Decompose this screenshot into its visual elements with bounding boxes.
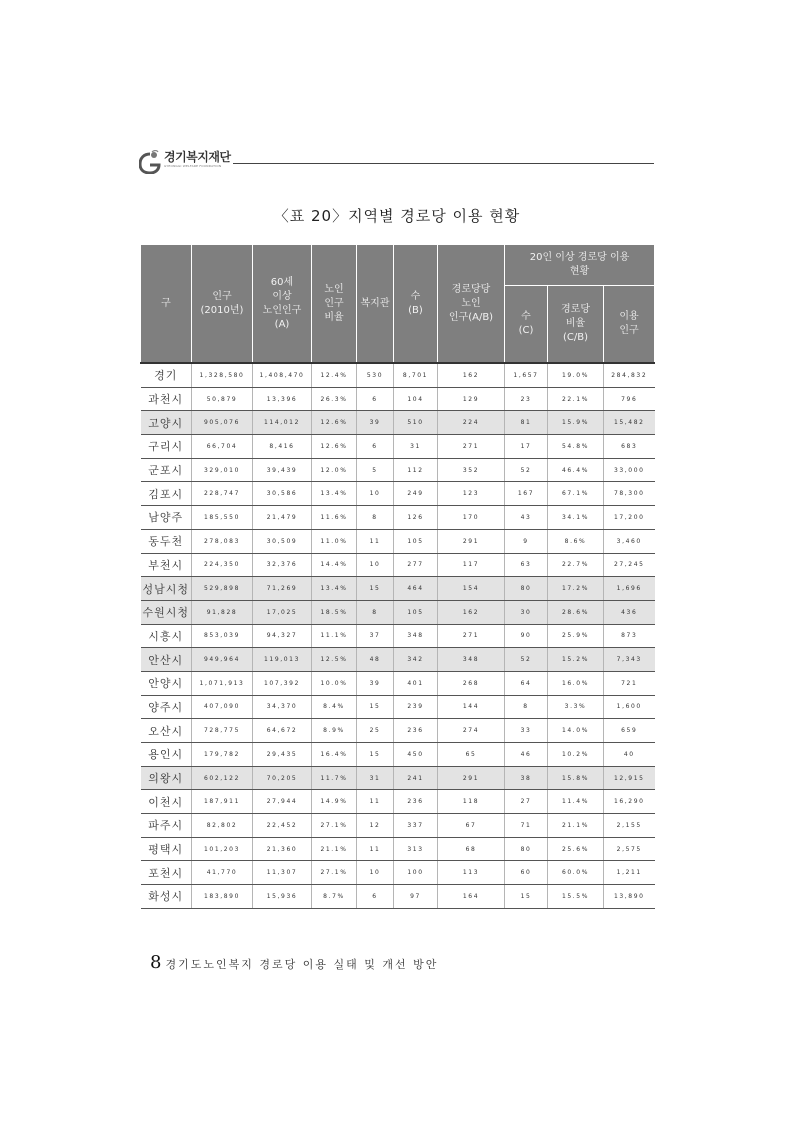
cell-c: 27 — [505, 790, 548, 814]
cell-ratio: 16.4% — [312, 743, 357, 767]
cell-users: 2,155 — [604, 814, 655, 838]
cell-ratio: 14.4% — [312, 553, 357, 577]
cell-population: 91,828 — [192, 600, 253, 624]
cell-cb: 21.1% — [548, 814, 604, 838]
cell-count: 239 — [394, 695, 438, 719]
cell-count: 348 — [394, 624, 438, 648]
cell-ratio: 13.4% — [312, 482, 357, 506]
table-row — [141, 648, 655, 672]
cell-count: 313 — [394, 837, 438, 861]
cell-count: 249 — [394, 482, 438, 506]
foundation-logo — [139, 150, 239, 176]
cell-c: 46 — [505, 743, 548, 767]
table-row — [141, 837, 655, 861]
cell-count: 464 — [394, 577, 438, 601]
cell-population: 50,879 — [192, 387, 253, 411]
cell-c: 90 — [505, 624, 548, 648]
cell-centers: 31 — [357, 766, 394, 790]
cell-centers: 11 — [357, 837, 394, 861]
cell-users: 13,890 — [604, 885, 655, 909]
statistics-table — [140, 244, 655, 909]
cell-region: 동두천 — [141, 529, 192, 553]
cell-cb: 46.4% — [548, 458, 604, 482]
cell-region: 군포시 — [141, 458, 192, 482]
cell-centers: 48 — [357, 648, 394, 672]
cell-cb: 54.8% — [548, 435, 604, 459]
cell-users: 7,343 — [604, 648, 655, 672]
cell-ratio: 8.9% — [312, 719, 357, 743]
cell-ratio: 12.6% — [312, 411, 357, 435]
cell-elderly: 107,392 — [253, 671, 312, 695]
cell-c: 23 — [505, 387, 548, 411]
cell-ratio: 8.4% — [312, 695, 357, 719]
cell-per-center: 170 — [438, 506, 505, 530]
cell-population: 278,083 — [192, 529, 253, 553]
table-row — [141, 695, 655, 719]
cell-cb: 19.0% — [548, 363, 604, 387]
cell-ratio: 27.1% — [312, 861, 357, 885]
cell-elderly: 32,376 — [253, 553, 312, 577]
cell-per-center: 268 — [438, 671, 505, 695]
cell-per-center: 117 — [438, 553, 505, 577]
cell-population: 179,782 — [192, 743, 253, 767]
cell-centers: 10 — [357, 482, 394, 506]
cell-cb: 60.0% — [548, 861, 604, 885]
table-row — [141, 719, 655, 743]
cell-population: 228,747 — [192, 482, 253, 506]
cell-region: 구리시 — [141, 435, 192, 459]
table-row — [141, 861, 655, 885]
table-row — [141, 553, 655, 577]
cell-users: 12,915 — [604, 766, 655, 790]
cell-cb: 3.3% — [548, 695, 604, 719]
cell-centers: 10 — [357, 861, 394, 885]
cell-centers: 530 — [357, 363, 394, 387]
table-row — [141, 743, 655, 767]
cell-users: 78,300 — [604, 482, 655, 506]
cell-users: 683 — [604, 435, 655, 459]
cell-users: 284,832 — [604, 363, 655, 387]
cell-region: 오산시 — [141, 719, 192, 743]
cell-centers: 15 — [357, 577, 394, 601]
cell-population: 224,350 — [192, 553, 253, 577]
cell-per-center: 271 — [438, 435, 505, 459]
cell-centers: 15 — [357, 695, 394, 719]
cell-cb: 25.6% — [548, 837, 604, 861]
table-row — [141, 814, 655, 838]
table-row — [141, 411, 655, 435]
cell-region: 용인시 — [141, 743, 192, 767]
cell-count: 104 — [394, 387, 438, 411]
cell-elderly: 30,586 — [253, 482, 312, 506]
cell-centers: 6 — [357, 885, 394, 909]
cell-per-center: 144 — [438, 695, 505, 719]
cell-cb: 28.6% — [548, 600, 604, 624]
cell-per-center: 68 — [438, 837, 505, 861]
cell-count: 236 — [394, 719, 438, 743]
cell-population: 101,203 — [192, 837, 253, 861]
cell-per-center: 113 — [438, 861, 505, 885]
cell-population: 853,039 — [192, 624, 253, 648]
cell-elderly: 21,479 — [253, 506, 312, 530]
cell-users: 33,000 — [604, 458, 655, 482]
cell-users: 1,211 — [604, 861, 655, 885]
cell-per-center: 291 — [438, 766, 505, 790]
cell-c: 81 — [505, 411, 548, 435]
table-row — [141, 387, 655, 411]
cell-population: 407,090 — [192, 695, 253, 719]
cell-elderly: 64,672 — [253, 719, 312, 743]
cell-per-center: 123 — [438, 482, 505, 506]
cell-count: 100 — [394, 861, 438, 885]
cell-population: 41,770 — [192, 861, 253, 885]
cell-c: 1,657 — [505, 363, 548, 387]
cell-users: 436 — [604, 600, 655, 624]
cell-users: 17,200 — [604, 506, 655, 530]
cell-c: 167 — [505, 482, 548, 506]
cell-population: 329,010 — [192, 458, 253, 482]
cell-per-center: 164 — [438, 885, 505, 909]
cell-cb: 17.2% — [548, 577, 604, 601]
cell-region: 시흥시 — [141, 624, 192, 648]
cell-count: 510 — [394, 411, 438, 435]
cell-ratio: 11.1% — [312, 624, 357, 648]
foundation-logo-icon — [139, 150, 161, 174]
cell-region: 의왕시 — [141, 766, 192, 790]
cell-c: 33 — [505, 719, 548, 743]
table-row — [141, 506, 655, 530]
cell-region: 경기 — [141, 363, 192, 387]
cell-count: 105 — [394, 529, 438, 553]
cell-elderly: 30,509 — [253, 529, 312, 553]
cell-per-center: 67 — [438, 814, 505, 838]
cell-per-center: 274 — [438, 719, 505, 743]
cell-ratio: 10.0% — [312, 671, 357, 695]
cell-ratio: 12.6% — [312, 435, 357, 459]
cell-region: 부천시 — [141, 553, 192, 577]
cell-count: 126 — [394, 506, 438, 530]
cell-users: 1,696 — [604, 577, 655, 601]
cell-population: 602,122 — [192, 766, 253, 790]
table-row — [141, 624, 655, 648]
header-population: 인구 (2010년) — [192, 245, 253, 364]
cell-c: 52 — [505, 458, 548, 482]
cell-elderly: 1,408,470 — [253, 363, 312, 387]
table-row — [141, 482, 655, 506]
cell-cb: 67.1% — [548, 482, 604, 506]
cell-centers: 5 — [357, 458, 394, 482]
cell-population: 185,550 — [192, 506, 253, 530]
cell-cb: 11.4% — [548, 790, 604, 814]
cell-centers: 8 — [357, 600, 394, 624]
cell-region: 과천시 — [141, 387, 192, 411]
cell-centers: 11 — [357, 790, 394, 814]
cell-c: 80 — [505, 837, 548, 861]
cell-cb: 22.7% — [548, 553, 604, 577]
cell-elderly: 119,013 — [253, 648, 312, 672]
cell-users: 27,245 — [604, 553, 655, 577]
cell-region: 수원시청 — [141, 600, 192, 624]
cell-cb: 25.9% — [548, 624, 604, 648]
header-rule — [233, 163, 654, 164]
table-row — [141, 790, 655, 814]
cell-elderly: 13,396 — [253, 387, 312, 411]
cell-population: 187,911 — [192, 790, 253, 814]
cell-region: 안산시 — [141, 648, 192, 672]
cell-region: 파주시 — [141, 814, 192, 838]
cell-cb: 15.5% — [548, 885, 604, 909]
cell-c: 43 — [505, 506, 548, 530]
cell-per-center: 348 — [438, 648, 505, 672]
cell-c: 38 — [505, 766, 548, 790]
cell-ratio: 12.0% — [312, 458, 357, 482]
cell-c: 64 — [505, 671, 548, 695]
cell-count: 241 — [394, 766, 438, 790]
table-row — [141, 529, 655, 553]
cell-region: 양주시 — [141, 695, 192, 719]
cell-centers: 25 — [357, 719, 394, 743]
cell-cb: 15.2% — [548, 648, 604, 672]
cell-c: 80 — [505, 577, 548, 601]
cell-per-center: 118 — [438, 790, 505, 814]
cell-elderly: 15,936 — [253, 885, 312, 909]
cell-centers: 6 — [357, 387, 394, 411]
table-caption: 〈표 20〉지역별 경로당 이용 현황 — [273, 207, 521, 225]
cell-population: 1,328,580 — [192, 363, 253, 387]
header-centers: 복지관 — [357, 245, 394, 364]
cell-ratio: 11.0% — [312, 529, 357, 553]
cell-population: 66,704 — [192, 435, 253, 459]
page-footer — [150, 952, 550, 973]
cell-elderly: 29,435 — [253, 743, 312, 767]
cell-users: 659 — [604, 719, 655, 743]
cell-per-center: 162 — [438, 363, 505, 387]
cell-elderly: 34,370 — [253, 695, 312, 719]
cell-ratio: 27.1% — [312, 814, 357, 838]
table-row — [141, 671, 655, 695]
header-sub-pop: 이용 인구 — [604, 286, 655, 364]
cell-cb: 14.0% — [548, 719, 604, 743]
cell-population: 183,890 — [192, 885, 253, 909]
cell-region: 포천시 — [141, 861, 192, 885]
cell-users: 16,290 — [604, 790, 655, 814]
cell-users: 40 — [604, 743, 655, 767]
cell-cb: 10.2% — [548, 743, 604, 767]
cell-region: 평택시 — [141, 837, 192, 861]
cell-count: 277 — [394, 553, 438, 577]
cell-region: 화성시 — [141, 885, 192, 909]
cell-c: 9 — [505, 529, 548, 553]
cell-population: 1,071,913 — [192, 671, 253, 695]
cell-elderly: 71,269 — [253, 577, 312, 601]
cell-region: 안양시 — [141, 671, 192, 695]
cell-c: 71 — [505, 814, 548, 838]
table-row — [141, 885, 655, 909]
cell-centers: 15 — [357, 743, 394, 767]
cell-population: 529,898 — [192, 577, 253, 601]
cell-ratio: 12.4% — [312, 363, 357, 387]
cell-centers: 12 — [357, 814, 394, 838]
table-row — [141, 458, 655, 482]
cell-per-center: 224 — [438, 411, 505, 435]
cell-population: 82,802 — [192, 814, 253, 838]
cell-ratio: 13.4% — [312, 577, 357, 601]
cell-count: 112 — [394, 458, 438, 482]
cell-count: 450 — [394, 743, 438, 767]
cell-ratio: 8.7% — [312, 885, 357, 909]
cell-count: 337 — [394, 814, 438, 838]
cell-centers: 37 — [357, 624, 394, 648]
cell-population: 728,775 — [192, 719, 253, 743]
cell-ratio: 11.7% — [312, 766, 357, 790]
cell-region: 이천시 — [141, 790, 192, 814]
cell-cb: 34.1% — [548, 506, 604, 530]
cell-users: 1,600 — [604, 695, 655, 719]
cell-region: 남양주 — [141, 506, 192, 530]
cell-cb: 15.8% — [548, 766, 604, 790]
header-elderly: 60세 이상 노인인구 (A) — [253, 245, 312, 364]
cell-count: 8,701 — [394, 363, 438, 387]
cell-centers: 10 — [357, 553, 394, 577]
cell-c: 30 — [505, 600, 548, 624]
cell-users: 15,482 — [604, 411, 655, 435]
cell-count: 401 — [394, 671, 438, 695]
cell-ratio: 26.3% — [312, 387, 357, 411]
cell-users: 873 — [604, 624, 655, 648]
cell-centers: 8 — [357, 506, 394, 530]
header-per-center: 경로당당 노인 인구(A/B) — [438, 245, 505, 364]
cell-c: 8 — [505, 695, 548, 719]
table-row — [141, 363, 655, 387]
table-row — [141, 600, 655, 624]
report-title: 경기도노인복지 경로당 이용 실태 및 개선 방안 — [165, 958, 439, 971]
cell-elderly: 17,025 — [253, 600, 312, 624]
header-sub-ratio: 경로당 비율 (C/B) — [548, 286, 604, 364]
cell-elderly: 27,944 — [253, 790, 312, 814]
header-ratio: 노인 인구 비율 — [312, 245, 357, 364]
page-number: 8 — [150, 952, 162, 973]
cell-elderly: 22,452 — [253, 814, 312, 838]
cell-c: 52 — [505, 648, 548, 672]
cell-users: 3,460 — [604, 529, 655, 553]
cell-elderly: 94,327 — [253, 624, 312, 648]
cell-per-center: 162 — [438, 600, 505, 624]
logo-name: 경기복지재단 — [164, 150, 231, 164]
cell-region: 고양시 — [141, 411, 192, 435]
cell-ratio: 11.6% — [312, 506, 357, 530]
cell-ratio: 14.9% — [312, 790, 357, 814]
cell-cb: 16.0% — [548, 671, 604, 695]
cell-count: 342 — [394, 648, 438, 672]
cell-per-center: 352 — [438, 458, 505, 482]
cell-elderly: 21,360 — [253, 837, 312, 861]
cell-centers: 11 — [357, 529, 394, 553]
cell-elderly: 39,439 — [253, 458, 312, 482]
cell-ratio: 18.5% — [312, 600, 357, 624]
table-body — [141, 363, 655, 908]
cell-per-center: 271 — [438, 624, 505, 648]
cell-users: 2,575 — [604, 837, 655, 861]
cell-cb: 15.9% — [548, 411, 604, 435]
cell-per-center: 291 — [438, 529, 505, 553]
table-row — [141, 435, 655, 459]
cell-elderly: 70,205 — [253, 766, 312, 790]
cell-count: 31 — [394, 435, 438, 459]
cell-centers: 39 — [357, 671, 394, 695]
header-group: 20인 이상 경로당 이용 현황 — [505, 245, 655, 286]
cell-per-center: 65 — [438, 743, 505, 767]
cell-ratio: 21.1% — [312, 837, 357, 861]
cell-elderly: 11,307 — [253, 861, 312, 885]
cell-ratio: 12.5% — [312, 648, 357, 672]
cell-users: 721 — [604, 671, 655, 695]
cell-region: 성남시청 — [141, 577, 192, 601]
cell-c: 60 — [505, 861, 548, 885]
cell-elderly: 8,416 — [253, 435, 312, 459]
cell-per-center: 129 — [438, 387, 505, 411]
header-region: 구 — [141, 245, 192, 364]
header-sub-count: 수 (C) — [505, 286, 548, 364]
cell-region: 김포시 — [141, 482, 192, 506]
cell-count: 105 — [394, 600, 438, 624]
cell-population: 949,964 — [192, 648, 253, 672]
cell-centers: 39 — [357, 411, 394, 435]
cell-c: 15 — [505, 885, 548, 909]
cell-cb: 8.6% — [548, 529, 604, 553]
cell-per-center: 154 — [438, 577, 505, 601]
cell-c: 17 — [505, 435, 548, 459]
cell-elderly: 114,012 — [253, 411, 312, 435]
cell-count: 236 — [394, 790, 438, 814]
cell-population: 905,076 — [192, 411, 253, 435]
logo-subtitle: GYEONGGI WELFARE FOUNDATION — [164, 164, 222, 168]
cell-cb: 22.1% — [548, 387, 604, 411]
header-count: 수 (B) — [394, 245, 438, 364]
table-row — [141, 766, 655, 790]
cell-centers: 6 — [357, 435, 394, 459]
cell-users: 796 — [604, 387, 655, 411]
cell-c: 63 — [505, 553, 548, 577]
cell-count: 97 — [394, 885, 438, 909]
table-row — [141, 577, 655, 601]
